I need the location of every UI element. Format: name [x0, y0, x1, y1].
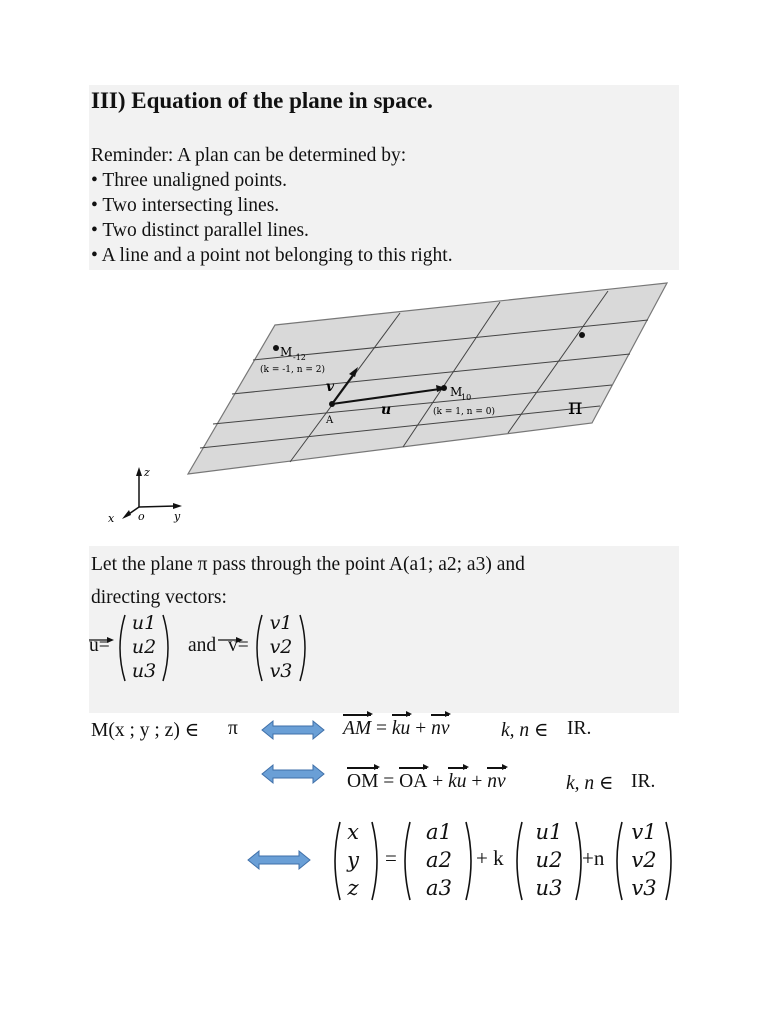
v3-value: v3	[269, 660, 293, 682]
am-vector: AM	[343, 718, 372, 739]
u1-entry: u1	[535, 820, 563, 844]
label-m10-params: (k = 1, n = 0)	[433, 407, 495, 417]
equation-2	[347, 771, 506, 793]
reminder-item-1: • Three unaligned points.	[91, 170, 288, 191]
a1-value: a1	[426, 820, 452, 844]
axis-x-head	[122, 510, 131, 519]
u2-value: u2	[131, 636, 157, 658]
reminder-intro: Reminder: A plan can be determined by:	[91, 145, 407, 166]
u3-entry: u3	[535, 876, 563, 900]
nv-term-2: nv	[487, 771, 506, 792]
label-pi: π	[568, 395, 583, 420]
m-point-condition: M(x ; y ; z) ∈	[91, 720, 200, 741]
axis-z-head	[136, 467, 142, 476]
statement-line-2: directing vectors:	[91, 587, 227, 608]
u-column	[524, 818, 574, 902]
nv-term-1: nv	[431, 718, 450, 739]
axis-o-label: o	[138, 510, 145, 523]
label-a: A	[326, 415, 334, 426]
axis-y-head	[173, 503, 182, 509]
oa-vector: OA	[399, 771, 428, 792]
plane-surface	[188, 283, 667, 474]
a3-value: a3	[426, 876, 452, 900]
y-var: y	[347, 848, 359, 872]
axis-y-line	[139, 506, 176, 507]
label-m10-sub: 10	[461, 393, 472, 402]
label-u: u	[381, 402, 392, 418]
axis-z-label: z	[144, 466, 150, 479]
point-grid	[579, 332, 585, 338]
u1-value: u1	[131, 612, 157, 634]
equation-1	[343, 718, 449, 740]
label-v: v	[326, 379, 335, 395]
eq-sign-2: =	[383, 771, 395, 792]
plus-sign-1: +	[415, 718, 427, 739]
v1-value: v1	[269, 612, 293, 634]
v2-value: v2	[269, 636, 293, 658]
point-m12	[273, 345, 279, 351]
section-heading: III) Equation of the plane in space.	[91, 88, 433, 113]
x-var: x	[347, 820, 359, 844]
label-m12: M	[280, 345, 293, 359]
reminder-item-4: • A line and a point not belonging to this right.	[91, 245, 453, 266]
xyz-column	[337, 818, 369, 902]
a-column	[413, 818, 465, 902]
equivalence-arrow-3	[246, 849, 312, 871]
axis-y-label: y	[174, 510, 181, 523]
v-vector-name: v=	[228, 635, 249, 656]
v3-entry: v3	[631, 876, 657, 900]
reminder-item-3: • Two distinct parallel lines.	[91, 220, 309, 241]
kn-domain-2: k, n ∈	[566, 773, 614, 794]
kn-domain-1: k, n ∈	[501, 720, 549, 741]
u-vector-name: u=	[89, 635, 110, 656]
label-m10: M	[450, 385, 463, 399]
v-vector-components	[264, 611, 298, 683]
plus-n-text: +n	[582, 846, 605, 870]
matrix-eq-sign: =	[385, 846, 397, 870]
axis-x-label: x	[108, 512, 115, 525]
ir-set-2: IR.	[631, 771, 656, 792]
plus-k-text: + k	[476, 846, 504, 870]
plane-figure	[100, 278, 680, 528]
plus-sign-3: +	[471, 771, 483, 792]
u3-value: u3	[131, 660, 157, 682]
u-over-arrow	[89, 631, 113, 634]
z-var: z	[347, 876, 359, 900]
label-m12-sub: -12	[293, 353, 306, 362]
ku-term-2: ku	[448, 771, 467, 792]
u2-entry: u2	[535, 848, 563, 872]
label-m12-params: (k = -1, n = 2)	[260, 365, 326, 375]
equivalence-arrow-2	[260, 763, 326, 785]
pi-symbol: π	[228, 718, 238, 739]
ku-term-1: ku	[391, 718, 411, 739]
v-column	[622, 818, 666, 902]
a2-value: a2	[426, 848, 452, 872]
om-vector: OM	[347, 771, 379, 792]
equivalence-arrow-1	[260, 719, 326, 741]
plus-sign-2: +	[432, 771, 444, 792]
statement-line-1: Let the plane π pass through the point A(a1; a2; a3) and	[91, 554, 525, 575]
eq-sign-1: =	[376, 718, 388, 739]
v2-entry: v2	[631, 848, 657, 872]
u-vector-components	[127, 611, 161, 683]
v1-entry: v1	[631, 820, 657, 844]
and-text: and	[188, 635, 217, 656]
ir-set-1: IR.	[567, 718, 592, 739]
reminder-item-2: • Two intersecting lines.	[91, 195, 280, 216]
